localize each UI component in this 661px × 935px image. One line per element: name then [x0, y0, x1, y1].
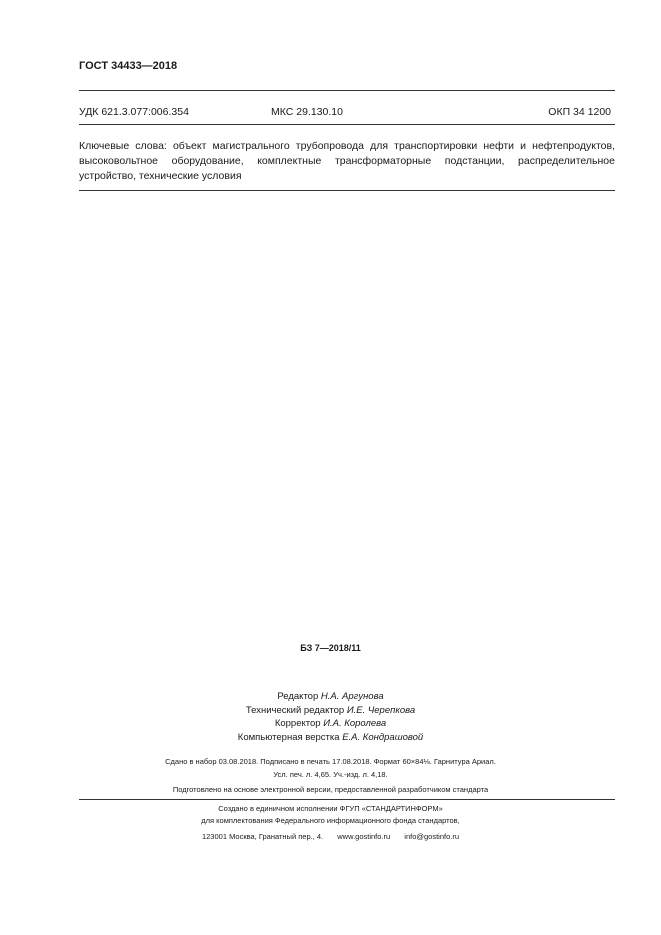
bz-number: БЗ 7—2018/11: [300, 643, 361, 653]
print-info-line2: Усл. печ. л. 4,65. Уч.-изд. л. 4,18.: [273, 769, 388, 779]
publisher-contacts: [0, 831, 661, 843]
okp-code: ОКП 34 1200: [548, 106, 611, 118]
staff-role: Технический редактор: [245, 704, 345, 716]
publisher-email[interactable]: info@gostinfo.ru: [404, 832, 460, 841]
keywords-paragraph: Ключевые слова: объект магистрального трубопровода для транспортировки нефти и нефтепродуктов, высоковольтное оборудование, комплектные трансформаторные подстанции, распределительное устройство, технические условия: [79, 140, 615, 182]
publisher-website[interactable]: www.gostinfo.ru: [337, 832, 391, 841]
staff-name: И.Е. Черепкова: [346, 704, 416, 716]
publisher-line2: для комплектования Федерального информационного фонда стандартов,: [201, 816, 460, 825]
divider-keywords: [79, 190, 615, 191]
staff-name: И.А. Королева: [323, 718, 387, 729]
staff-corrector: [0, 717, 661, 731]
print-info: [0, 756, 661, 781]
print-info-line1: Сдано в набор 03.08.2018. Подписано в печать 17.08.2018. Формат 60×84⅛. Гарнитура Ариал.: [165, 757, 496, 766]
staff-role: Редактор: [277, 691, 319, 702]
divider-top: [79, 90, 615, 91]
staff-role: Компьютерная верстка: [237, 731, 340, 743]
divider-publisher: [79, 799, 615, 800]
udk-code: УДК 621.3.077:006.354: [79, 106, 189, 118]
publisher-address: 123001 Москва, Гранатный пер., 4.: [201, 832, 324, 841]
staff-layout: [0, 731, 661, 745]
staff-list: [0, 690, 661, 744]
prepared-note: Подготовлено на основе электронной версии, предоставленной разработчиком стандарта: [172, 785, 489, 794]
staff-name: Н.А. Аргунова: [320, 691, 384, 702]
divider-classification: [79, 124, 615, 125]
staff-role: Корректор: [274, 718, 321, 729]
mks-code: МКС 29.130.10: [271, 106, 343, 118]
publisher-block: [0, 803, 661, 843]
publisher-line1: Создано в единичном исполнении ФГУП «СТАНДАРТИНФОРМ»: [218, 804, 443, 813]
standard-code: ГОСТ 34433—2018: [79, 60, 178, 72]
staff-name: Е.А. Кондрашовой: [342, 731, 424, 743]
staff-editor: [0, 690, 661, 704]
staff-tech-editor: [0, 704, 661, 718]
